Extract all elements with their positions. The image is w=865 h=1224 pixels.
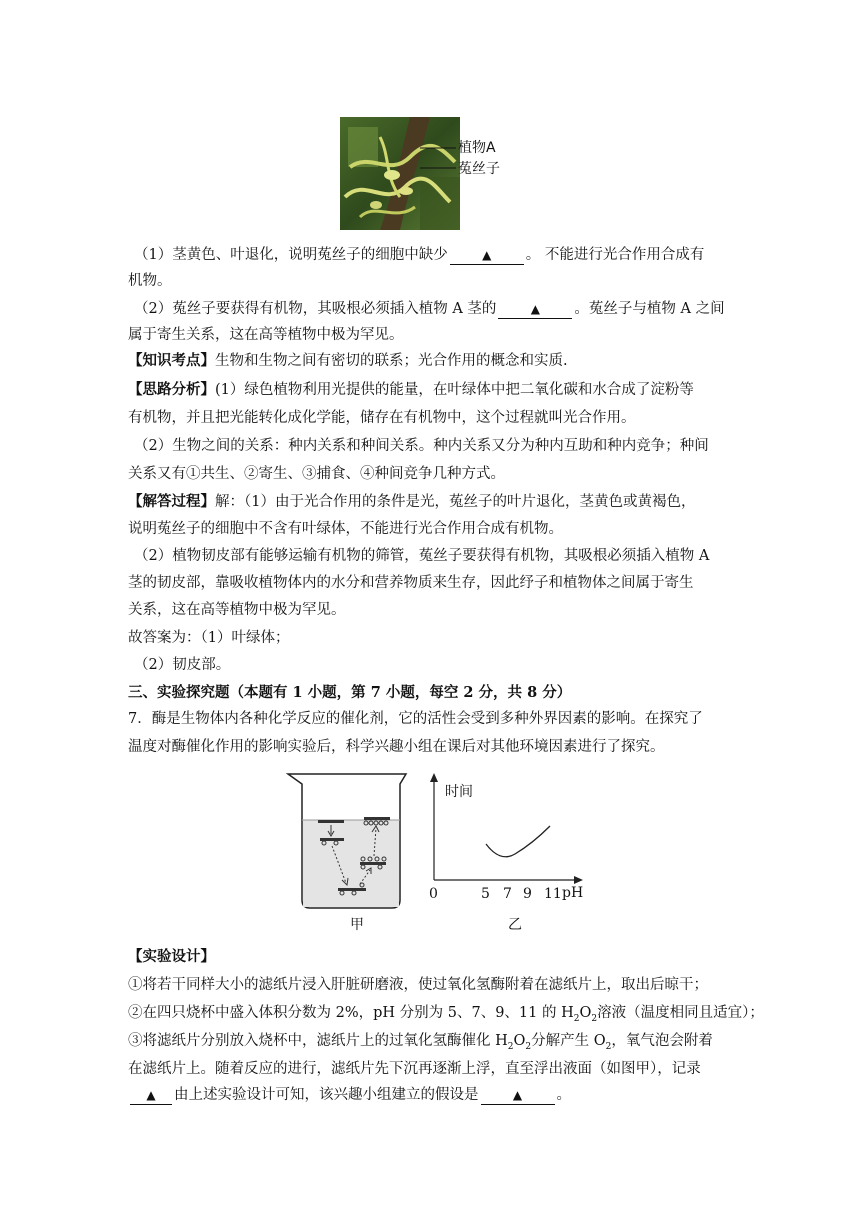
analysis-tag: 【思路分析】 (128, 381, 215, 398)
step3-sub-3: 2 (605, 1041, 612, 1052)
knowledge-text: 生物和生物之间有密切的联系；光合作用的概念和实质. (215, 353, 568, 369)
analysis-text-1: (1）绿色植物利用光提供的能量，在叶绿体中把二氧化碳和水合成了淀粉等 (215, 382, 694, 398)
blank-triangle: ▲ (530, 302, 541, 316)
q2-text-a: （2）菟丝子要获得有机物，其吸根必须插入植物 A 茎的 (134, 301, 497, 317)
analysis-line3: （2）生物之间的关系：种内关系和种间关系。种内关系又分为种内互助和种内竞争；种间 (134, 438, 709, 454)
answer-line2: （2）韧皮部。 (134, 657, 231, 673)
graph-x-unit: pH (562, 885, 584, 901)
graph-y-label: 时间 (445, 784, 473, 800)
solution-line1 (128, 492, 695, 512)
step2-text-b: O (579, 1005, 592, 1021)
q2-line1 (134, 299, 725, 319)
graph-origin: 0 (429, 886, 438, 902)
design-step1: ①将若干同样大小的滤纸片浸入肝脏研磨液，使过氧化氢酶附着在滤纸片上，取出后晾干； (128, 977, 708, 993)
step3-sub-1: 2 (507, 1041, 514, 1052)
step2-sub-1: 2 (573, 1013, 580, 1024)
hypothesis-answer-blank (481, 1086, 555, 1105)
figure-label-yi: 乙 (508, 917, 522, 933)
label-dodder: 菟丝子 (458, 161, 500, 177)
design-step2 (128, 1003, 764, 1029)
step3-text-c: 分解产生 O (531, 1033, 606, 1049)
design-step3 (128, 1031, 713, 1057)
blank-triangle: ▲ (512, 1088, 523, 1102)
knowledge-tag: 【知识考点】 (128, 352, 215, 369)
label-plant-a: 植物A (458, 140, 496, 156)
blank-triangle: ▲ (146, 1088, 156, 1102)
q1-line1 (134, 245, 704, 265)
step3-text-a: ③将滤纸片分别放入烧杯中，滤纸片上的过氧化氢酶催化 H (128, 1033, 508, 1049)
section3-title: 三、实验探究题（本题有 1 小题，第 7 小题，每空 2 分，共 8 分） (128, 684, 572, 701)
solution-tag: 【解答过程】 (128, 493, 215, 510)
solution-line4: 茎的韧皮部，靠吸收植物体内的水分和营养物质来生存，因此纾子和植物体之间属于寄生 (128, 575, 694, 591)
solution-line2: 说明菟丝子的细胞中不含有叶绿体，不能进行光合作用合成有机物。 (128, 521, 563, 537)
step3-text-b: O (513, 1033, 526, 1049)
q7-line2: 温度对酶催化作用的影响实验后，科学兴趣小组在课后对其他环境因素进行了探究。 (128, 739, 665, 755)
q2-text-b: 。菟丝子与植物 A 之间 (574, 301, 725, 317)
blank-triangle: ▲ (482, 248, 492, 262)
beaker-diagram (288, 774, 406, 908)
q2-line2: 属于寄生关系，这在高等植物中极为罕见。 (128, 327, 404, 343)
knowledge-line (128, 351, 568, 371)
graph-tick-5: 5 (481, 886, 490, 902)
answer-line1: 故答案为：（1）叶绿体； (128, 630, 290, 646)
figure-label-jia: 甲 (350, 917, 364, 933)
design-step4: 在滤纸片上。随着反应的进行，滤纸片先下沉再逐渐上浮，直至浮出液面（如图甲），记录 (128, 1061, 701, 1077)
analysis-line4: 关系又有①共生、②寄生、③捕食、④种间竞争几种方式。 (128, 466, 505, 482)
graph-tick-9: 9 (523, 886, 532, 902)
step2-text-a: ②在四只烧杯中盛入体积分数为 2%，pH 分别为 5、7、9、11 的 H (128, 1005, 574, 1021)
design-tag: 【实验设计】 (128, 948, 215, 965)
record-answer-blank (130, 1086, 172, 1105)
q7-line1: 7．酶是生物体内各种化学反应的催化剂，它的活性会受到多种外界因素的影响。在探究了 (128, 711, 703, 727)
q1-answer-blank (450, 246, 524, 265)
q1-line2: 机物。 (128, 273, 172, 289)
step3-sub-2: 2 (525, 1041, 532, 1052)
solution-line5: 关系，这在高等植物中极为罕见。 (128, 602, 346, 618)
analysis-line2: 有机物，并且把光能转化成化学能，储存在有机物中，这个过程就叫光合作用。 (128, 410, 636, 426)
graph-tick-11: 11 (544, 886, 562, 902)
step5-text-b: 。 (556, 1087, 571, 1103)
solution-line3: （2）植物韧皮部有能够运输有机物的筛管，菟丝子要获得有机物，其吸根必须插入植物 A (134, 548, 710, 564)
solution-text-1: 解：（1）由于光合作用的条件是光，菟丝子的叶片退化，茎黄色或黄褐色， (215, 494, 696, 510)
step2-text-c: 溶液（温度相同且适宜）； (597, 1005, 764, 1021)
step3-text-d: ，氧气泡会附着 (611, 1033, 713, 1049)
q2-answer-blank (498, 300, 572, 319)
step5-text-a: 由上述实验设计可知，该兴趣小组建立的假设是 (174, 1087, 479, 1103)
graph-tick-7: 7 (503, 886, 512, 902)
design-step5 (128, 1085, 571, 1105)
step2-sub-2: 2 (591, 1013, 598, 1024)
q1-text-b: 。 不能进行光合作用合成有 (525, 247, 705, 263)
q1-text-a: （1）茎黄色、叶退化，说明菟丝子的细胞中缺少 (134, 247, 448, 263)
analysis-line1 (128, 380, 694, 400)
